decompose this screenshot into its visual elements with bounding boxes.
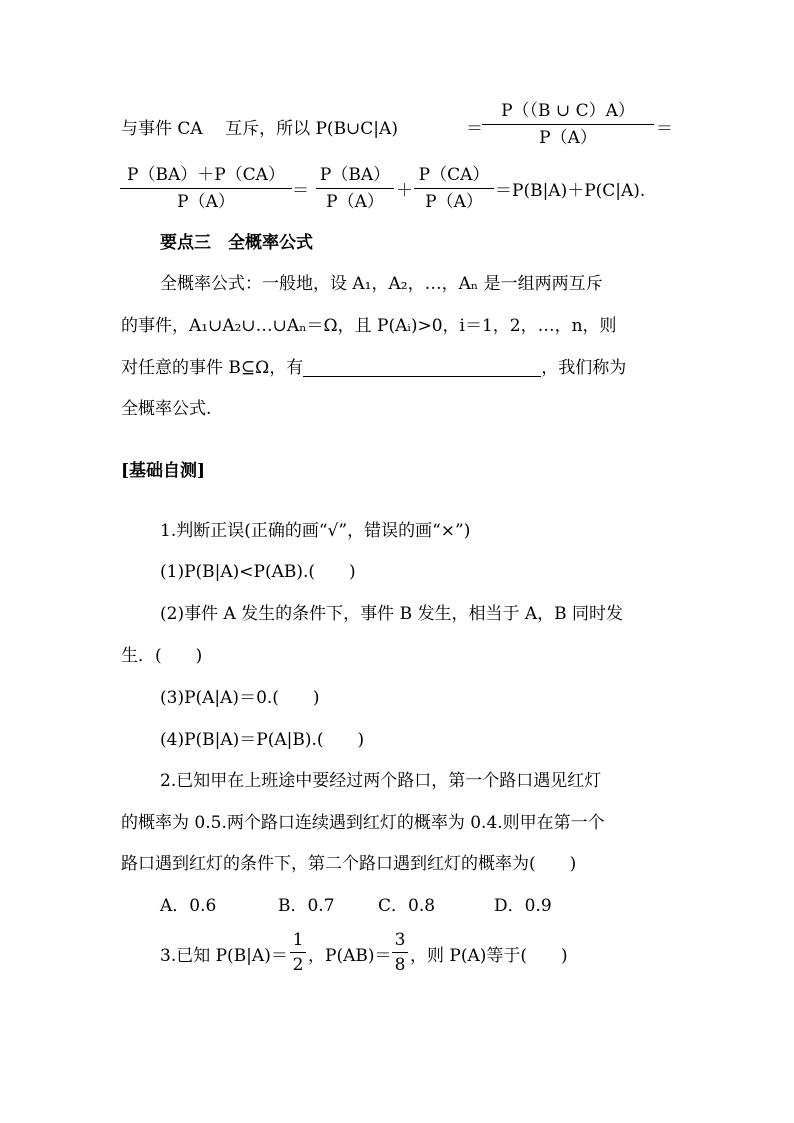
fraction-numerator: P（CA） (418, 165, 490, 185)
question-3-text: ，P(AB)＝ (308, 946, 392, 966)
fraction-denominator: P（A） (177, 192, 235, 212)
fraction-bar (120, 188, 292, 189)
fraction-three-eighths (392, 930, 408, 975)
option-c[interactable]: C．0.8 (378, 896, 436, 916)
fraction-denominator: 8 (394, 955, 406, 975)
option-b[interactable]: B．0.7 (278, 896, 335, 916)
question-2-text: 的概率为 0.5.两个路口连续遇到红灯的概率为 0.4.则甲在第一个 (121, 813, 605, 833)
question-1-item: 生．( ) (121, 646, 203, 666)
question-1-item: (3)P(A|A)＝0.( ) (160, 688, 320, 708)
fraction-ca (414, 164, 494, 213)
question-1-item: (1)P(B|A)<P(AB).( ) (160, 562, 356, 582)
fraction-numerator: P（（B ∪ C）A） (501, 101, 635, 121)
paragraph-line: 的事件，A₁∪A₂∪…∪Aₙ＝Ω，且 P(Aᵢ)>0，i＝1，2，…，n，则 (121, 316, 617, 336)
section-title: 要点三 全概率公式 (160, 233, 313, 253)
paragraph-line: 全概率公式. (121, 399, 212, 419)
equals-sign: ＝ (656, 119, 673, 139)
fraction-bar (414, 188, 494, 189)
fraction-numerator: P（BA）＋P（CA） (127, 165, 285, 185)
equals-sign: ＝ (292, 181, 309, 201)
question-1-item: (2)事件 A 发生的条件下，事件 B 发生，相当于 A，B 同时发 (160, 604, 624, 624)
fraction-sum (120, 164, 292, 213)
fraction-bar (482, 124, 654, 125)
question-3-text: ，则 P(A)等于( ) (410, 946, 568, 966)
fraction-one-half (290, 930, 306, 975)
paragraph-line: 全概率公式：一般地，设 A₁，A₂，…，Aₙ 是一组两两互斥 (160, 274, 603, 294)
fraction-denominator: P（A） (539, 128, 597, 148)
equals-sign: ＝ (466, 119, 483, 139)
fraction-union (482, 100, 654, 149)
paragraph-line (121, 357, 626, 379)
option-a[interactable]: A．0.6 (160, 896, 217, 916)
derivation-line1-text: 与事件 CA 互斥，所以 P(B∪C|A) (121, 119, 398, 139)
paragraph-text: ，我们称为 (541, 358, 627, 378)
fraction-denominator: P（A） (425, 192, 483, 212)
derivation-result: ＝P(B|A)＋P(C|A). (495, 181, 646, 201)
plus-sign: ＋ (396, 181, 413, 201)
section-heading: [基础自测] (121, 461, 206, 481)
fraction-ba (316, 164, 394, 213)
question-2-text: 2.已知甲在上班途中要经过两个路口，第一个路口遇见红灯 (160, 771, 602, 791)
question-3-text: 3.已知 P(B|A)＝ (160, 946, 288, 966)
fraction-bar (290, 952, 306, 953)
fraction-numerator: 3 (394, 930, 406, 950)
fraction-numerator: P（BA） (319, 165, 391, 185)
fraction-bar (392, 952, 408, 953)
question-1-item: (4)P(B|A)＝P(A|B).( ) (160, 730, 365, 750)
question-1-title: 1.判断正误(正确的画“√”，错误的画“×”) (160, 521, 471, 541)
fraction-denominator: 2 (292, 955, 304, 975)
fraction-numerator: 1 (292, 930, 304, 950)
option-d[interactable]: D．0.9 (494, 896, 552, 916)
paragraph-text: 对任意的事件 B⊆Ω，有 (121, 358, 304, 378)
fill-in-blank[interactable] (303, 358, 541, 377)
fraction-denominator: P（A） (326, 192, 384, 212)
question-2-text: 路口遇到红灯的条件下，第二个路口遇到红灯的概率为( ) (121, 854, 577, 874)
fraction-bar (316, 188, 394, 189)
